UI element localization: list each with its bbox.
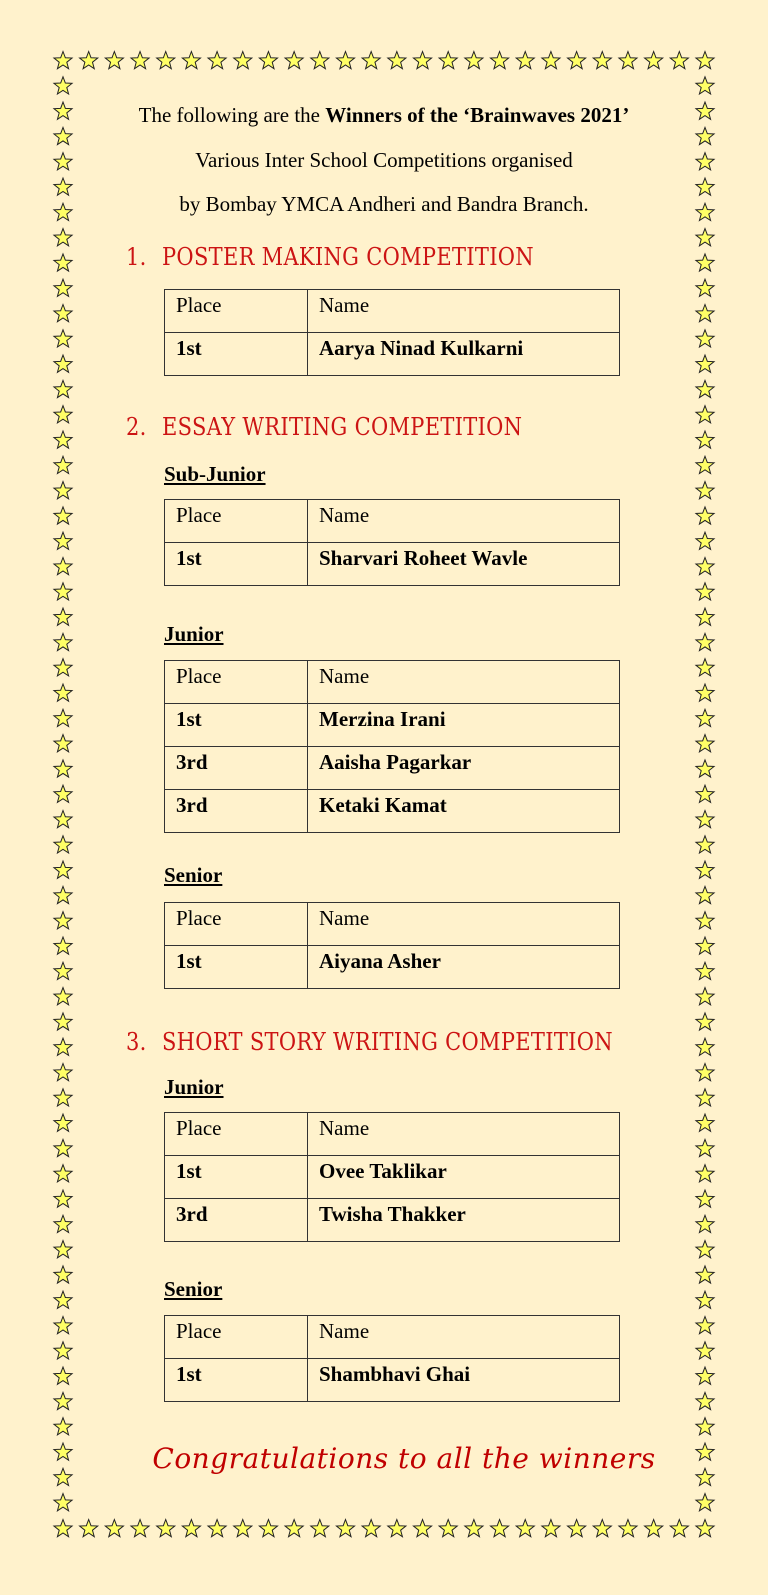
table-row: 1st Shambhavi Ghai [165,1359,620,1402]
intro-line-2: Various Inter School Competitions organised [195,148,573,172]
group-label-essay-subjunior: Sub-Junior [164,462,266,486]
place-header: Place [165,290,308,333]
table-row: 3rd Ketaki Kamat [165,790,620,833]
group-label-story-senior: Senior [164,1277,223,1301]
results-table-poster [164,289,620,376]
table-row: 1st Merzina Irani [165,704,620,747]
section-heading-essay: 2. ESSAY WRITING COMPETITION [126,413,523,441]
section-heading-poster: 1. POSTER MAKING COMPETITION [126,243,534,271]
table-row: 1st Ovee Taklikar [165,1156,620,1199]
name-header: Name [308,290,620,333]
results-table-essay-subjunior: Place Name 1st Sharvari Roheet Wavle [164,499,620,586]
results-table-essay-senior: Place Name 1st Aiyana Asher [164,902,620,989]
intro-line-1: The following are the Winners of the ‘Brainwaves 2021’ [138,103,630,127]
table-row: 3rd Twisha Thakker [165,1199,620,1242]
section-heading-short-story: 3. SHORT STORY WRITING COMPETITION [126,1028,613,1056]
table-row: 1st Aarya Ninad Kulkarni [165,333,620,376]
group-label-essay-junior: Junior [164,622,224,646]
event-name: Winners of the ‘Brainwaves 2021’ [325,103,630,127]
results-table-story-junior: Place Name 1st Ovee Taklikar 3rd Twisha Thakker [164,1112,620,1242]
group-label-essay-senior: Senior [164,863,223,887]
results-table-story-senior: Place Name 1st Shambhavi Ghai [164,1315,620,1402]
table-row: 1st Sharvari Roheet Wavle [165,543,620,586]
table-row: 1st Aiyana Asher [165,946,620,989]
table-row: 3rd Aaisha Pagarkar [165,747,620,790]
group-label-story-junior: Junior [164,1075,224,1099]
results-table-essay-junior: Place Name 1st Merzina Irani 3rd Aaisha Pagarkar 3rd Ketaki Kamat [164,660,620,833]
intro-line-3: by Bombay YMCA Andheri and Bandra Branch. [179,192,589,216]
congratulations-message: Congratulations to all the winners [152,1442,656,1475]
